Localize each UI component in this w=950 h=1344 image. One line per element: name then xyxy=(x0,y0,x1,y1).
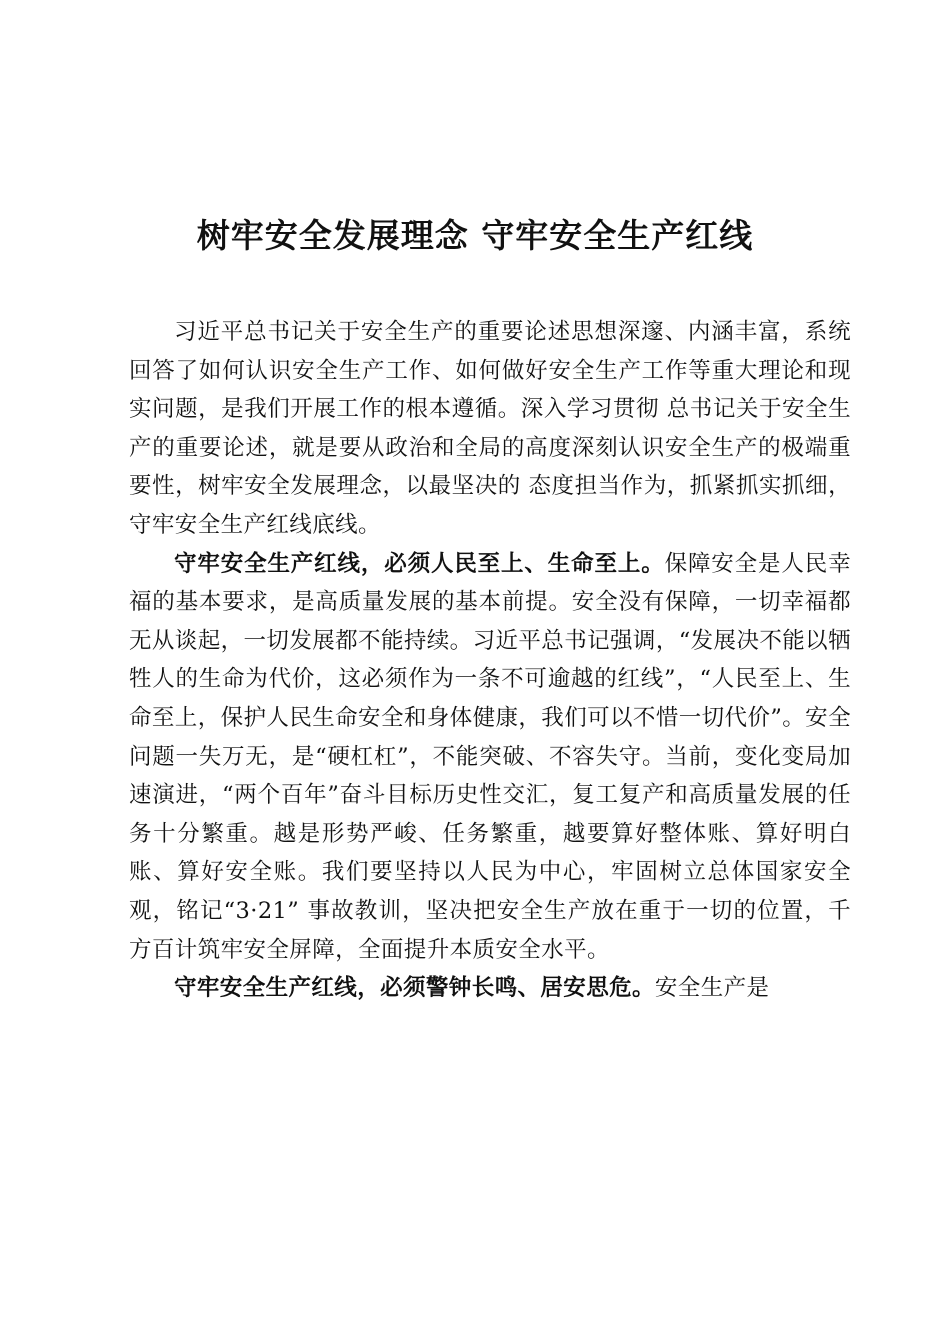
paragraph-text: 习近平总书记关于安全生产的重要论述思想深邃、内涵丰富，系统回答了如何认识安全生产工作、如何做好安全生产工作等重大理论和现实问题，是我们开展工作的根本遵循。深入学习贯彻 总书记关于安全生产的重要论述，就是要从政治和全局的高度深刻认识安全生产的极端重要性，树牢安全发展理念，以最坚决的 态度担当作为，抓紧抓实抓细，守牢安全生产红线底线。 xyxy=(129,319,851,538)
paragraph-lead: 守牢安全生产红线，必须人民至上、生命至上。 xyxy=(174,550,665,577)
paragraph-lead: 守牢安全生产红线，必须警钟长鸣、居安思危。 xyxy=(174,975,655,1002)
document-body xyxy=(129,313,851,1008)
paragraph-vigilance xyxy=(129,969,851,1008)
paragraph-people-first xyxy=(129,545,851,970)
paragraph-intro xyxy=(129,313,851,545)
document-title: 树牢安全发展理念 守牢安全生产红线 xyxy=(196,216,754,255)
paragraph-text: 安全生产是 xyxy=(654,975,770,1002)
paragraph-text: 保障安全是人民幸福的基本要求，是高质量发展的基本前提。安全没有保障，一切幸福都无从谈起，一切发展都不能持续。习近平总书记强调，“发展决不能以牺牲人的生命为代价，这必须作为一条不可逾越的红线”，“人民至上、生命至上，保护人民生命安全和身体健康，我们可以不惜一切代价”。安全问题一失万无，是“硬杠杠”，不能突破、不容失守。当前，变化变局加速演进，“两个百年”奋斗目标历史性交汇，复工复产和高质量发展的任务十分繁重。越是形势严峻、任务繁重，越要算好整体账、算好明白账、算好安全账。我们要坚持以人民为中心，牢固树立总体国家安全观，铭记“3·21” 事故教训，坚决把安全生产放在重于一切的位置，千方百计筑牢安全屏障，全面提升本质安全水平。 xyxy=(129,550,852,963)
